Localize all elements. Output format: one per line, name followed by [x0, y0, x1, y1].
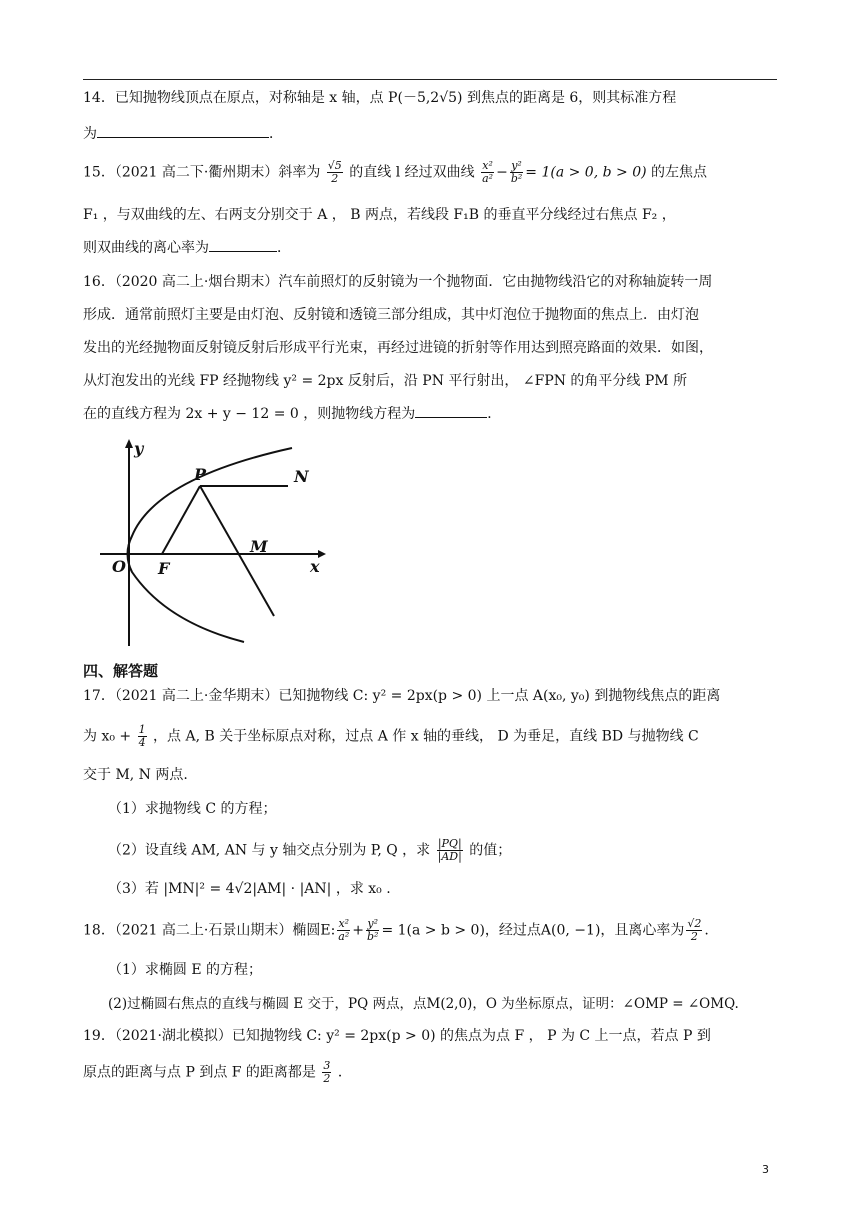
q16-prefix5: 在的直线方程为 2x + y − 12 = 0 ，则抛物线方程为 [83, 406, 416, 422]
q15-hyp-rest: = 1(a > 0, b > 0) [525, 164, 647, 181]
q15-line2: F₁ ，与双曲线的左、右两支分别交于 A ， B 两点，若线段 F₁B 的垂直平分线经过右焦点 F₂ ， [83, 207, 676, 223]
q14-end: ． [269, 126, 283, 142]
q15-slope-den: 2 [331, 172, 339, 185]
q18-text-b: = 1(a > b > 0)，经过点A(0, −1)，且离心率为 [381, 922, 685, 939]
q17-ratio-num: |PQ| [437, 837, 462, 850]
q18-x-den: a² [338, 930, 350, 943]
q18-x-num: x² [338, 917, 350, 930]
q19-end: ． [337, 1064, 352, 1081]
label-x: x [310, 557, 320, 576]
q18-plus: + [352, 922, 364, 939]
q15-hyp-y-den: b² [510, 172, 523, 185]
q17-line1: 17．（2021 高二上·金华期末）已知抛物线 C: y² = 2px(p > 0) 上一点 A(x₀, y₀) 到抛物线焦点的距离 [83, 688, 721, 704]
q15-hyp-y-num: y² [511, 159, 522, 172]
q17-part1: （1）求抛物线 C 的方程； [108, 801, 277, 817]
q17-p2-text-b: 的值； [469, 842, 512, 859]
q15-prefix3: 则双曲线的离心率为 [83, 240, 209, 256]
q17-line3: 交于 M, N 两点. [83, 767, 188, 783]
q14-prefix: 为 [83, 126, 97, 142]
q16-line3: 发出的光经抛物面反射镜反射后形成平行光束，再经过进镜的折射等作用达到照亮路面的效果．如图， [83, 340, 713, 356]
q15-hyp-x-fraction [481, 160, 494, 185]
q19-num: 3 [323, 1059, 331, 1072]
q18-ellipse-x-fraction [337, 918, 350, 943]
q17-p2-text-a: （2）设直线 AM, AN 与 y 轴交点分别为 P, Q ，求 [108, 842, 431, 859]
q16-line1: 16．（2020 高二上·烟台期末）汽车前照灯的反射镜为一个抛物面．它由抛物线沿它的对称轴旋转一周 [83, 274, 713, 290]
q18-line1 [83, 918, 709, 943]
q17-line2 [83, 724, 699, 749]
q15-line1: 15．（2021 高二下·衢州期末）斜率为 $\frac{√5}{2}$ 的直线 l 经过双曲线 $\frac{\text{x²}}{\text{a²}}$ − $\frac{\text{y²}}{\text{b²}}$ = 1(a > 0, b > 0) 的左焦点 [83, 159, 708, 185]
q18-ecc-num: √2 [687, 917, 702, 930]
q14-line1: 14．已知抛物线顶点在原点，对称轴是 x 轴，点 P(－5,2√5) 到焦点的距离是 6，则其标准方程 [83, 90, 677, 106]
header-rule [83, 79, 777, 80]
label-p: P [194, 465, 207, 484]
q18-ellipse-y-fraction [366, 918, 379, 943]
q18-ecc-den: 2 [690, 930, 698, 943]
q17-ratio-fraction [437, 838, 463, 863]
q16-line5 [83, 404, 501, 424]
q17-ratio-den: |AD| [437, 850, 462, 863]
q15-hyp-x-num: x² [482, 159, 493, 172]
q16-end: ． [487, 406, 502, 422]
q18-ecc-fraction [686, 918, 702, 943]
q18-y-num: y² [367, 917, 379, 930]
q15-text-b: 的直线 l 经过双曲线 [349, 164, 475, 181]
q17-part2 [108, 838, 511, 863]
q19-text-a: 原点的距离与点 P 到点 F 的距离都是 [83, 1064, 316, 1081]
q15-text-a: 15．（2021 高二下·衢州期末）斜率为 [83, 164, 321, 181]
q19-line2 [83, 1060, 352, 1085]
label-f: F [158, 559, 170, 578]
q14-line2 [83, 124, 283, 144]
q14-answer-blank [97, 125, 269, 138]
label-n: N [294, 467, 309, 486]
q18-text-a: 18．（2021 高二上·石景山期末）椭圆E: [83, 922, 336, 939]
q15-text-c: 的左焦点 [651, 164, 708, 181]
q18-y-den: b² [366, 930, 379, 943]
q17-text-a: 为 x₀ + [83, 728, 132, 745]
page-number: 3 [762, 1163, 769, 1176]
q17-quarter-fraction [138, 724, 147, 749]
q18-part2: (2)过椭圆右焦点的直线与椭圆 E 交于，PQ 两点，点M(2,0)，O 为坐标原点，证明：∠OMP = ∠OMQ. [108, 996, 739, 1012]
q17-quarter-num: 1 [138, 723, 146, 736]
q19-line1: 19．（2021·湖北模拟）已知抛物线 C: y² = 2px(p > 0) 的焦点为点 F ， P 为 C 上一点，若点 P 到 [83, 1028, 711, 1044]
label-y: y [134, 439, 144, 458]
y-axis-arrow [125, 439, 133, 448]
q16-line4: 从灯泡发出的光线 FP 经抛物线 y² = 2px 反射后，沿 PN 平行射出， ∠FPN 的角平分线 PM 所 [83, 373, 688, 389]
q18-part1: （1）求椭圆 E 的方程； [108, 962, 263, 978]
q15-slope-fraction [327, 160, 343, 185]
q15-hyp-y-fraction [510, 160, 523, 185]
q17-text-b: ，点 A, B 关于坐标原点对称，过点 A 作 x 轴的垂线， D 为垂足，直线 BD 与抛物线 C [153, 728, 699, 745]
q15-line3 [83, 238, 291, 258]
q19-den: 2 [323, 1072, 331, 1085]
q18-end: . [704, 922, 709, 939]
q15-hyp-x-den: a² [482, 172, 494, 185]
section-heading: 四、解答题 [83, 662, 159, 680]
parabola-figure [96, 436, 336, 650]
label-o: O [112, 557, 126, 576]
q17-quarter-den: 4 [138, 736, 146, 749]
q15-answer-blank [209, 239, 277, 252]
q19-fraction [322, 1060, 331, 1085]
q16-answer-blank [415, 405, 487, 418]
label-m: M [250, 537, 268, 556]
q17-part3: （3）若 |MN|² = 4√2|AM| · |AN| ，求 x₀ . [108, 881, 391, 897]
q16-line2: 形成．通常前照灯主要是由灯泡、反射镜和透镜三部分组成，其中灯泡位于抛物面的焦点上．由灯泡 [83, 307, 699, 323]
q15-slope-num: √5 [327, 159, 342, 172]
q15-end: ． [277, 240, 291, 256]
